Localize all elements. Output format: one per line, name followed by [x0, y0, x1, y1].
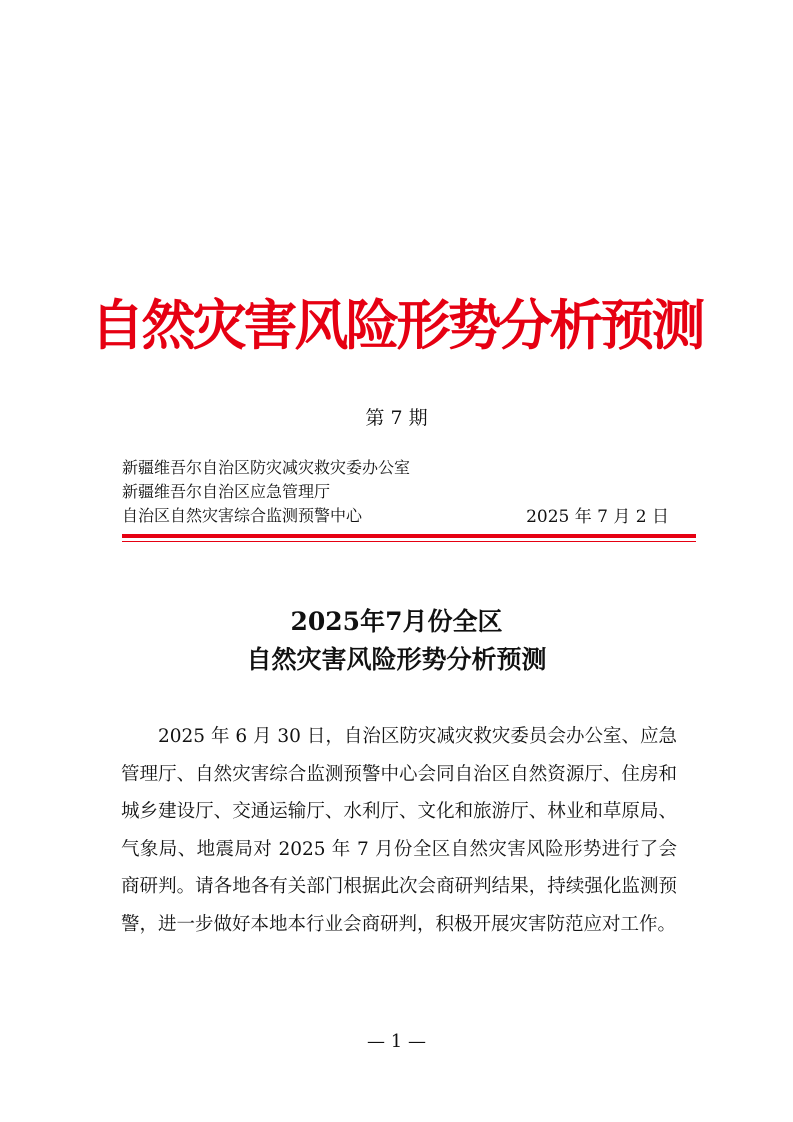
document-title-line-2: 自然灾害风险形势分析预测 — [246, 645, 547, 674]
header-divider-thin — [122, 541, 696, 542]
page-number: — 1 — — [367, 1031, 426, 1052]
body-paragraph: 2025 年 6 月 30 日，自治区防灾减灾救灾委员会办公室、应急管理厅、自然灾害综合监测预警中心会同自治区自然资源厅、住房和城乡建设厅、交通运输厅、水利厅、文化和旅游厅、林业和草原局、气象局、地震局对 2025 年 7 月份全区自然灾害风险形势进行了会商研判。请各地各有关部门根据此次会商研判结果，持续强化监测预警，进一步做好本地本行业会商研判，积极开展灾害防范应对工作。 — [121, 726, 677, 935]
masthead-title: 自然灾害风险形势分析预测 — [90, 294, 703, 357]
issuer-line: 自治区自然灾害综合监测预警中心 — [122, 506, 363, 525]
header-divider-thick — [122, 534, 696, 538]
issuer-line: 新疆维吾尔自治区防灾减灾救灾委办公室 — [122, 458, 411, 477]
issuer-line: 新疆维吾尔自治区应急管理厅 — [122, 482, 331, 501]
issuing-agencies — [122, 456, 410, 528]
issue-number: 第 7 期 — [365, 407, 428, 429]
issue-date: 2025 年 7 月 2 日 — [526, 507, 669, 527]
document-title-line-1: 2025年7月份全区 — [290, 607, 503, 636]
document-title — [0, 603, 793, 679]
